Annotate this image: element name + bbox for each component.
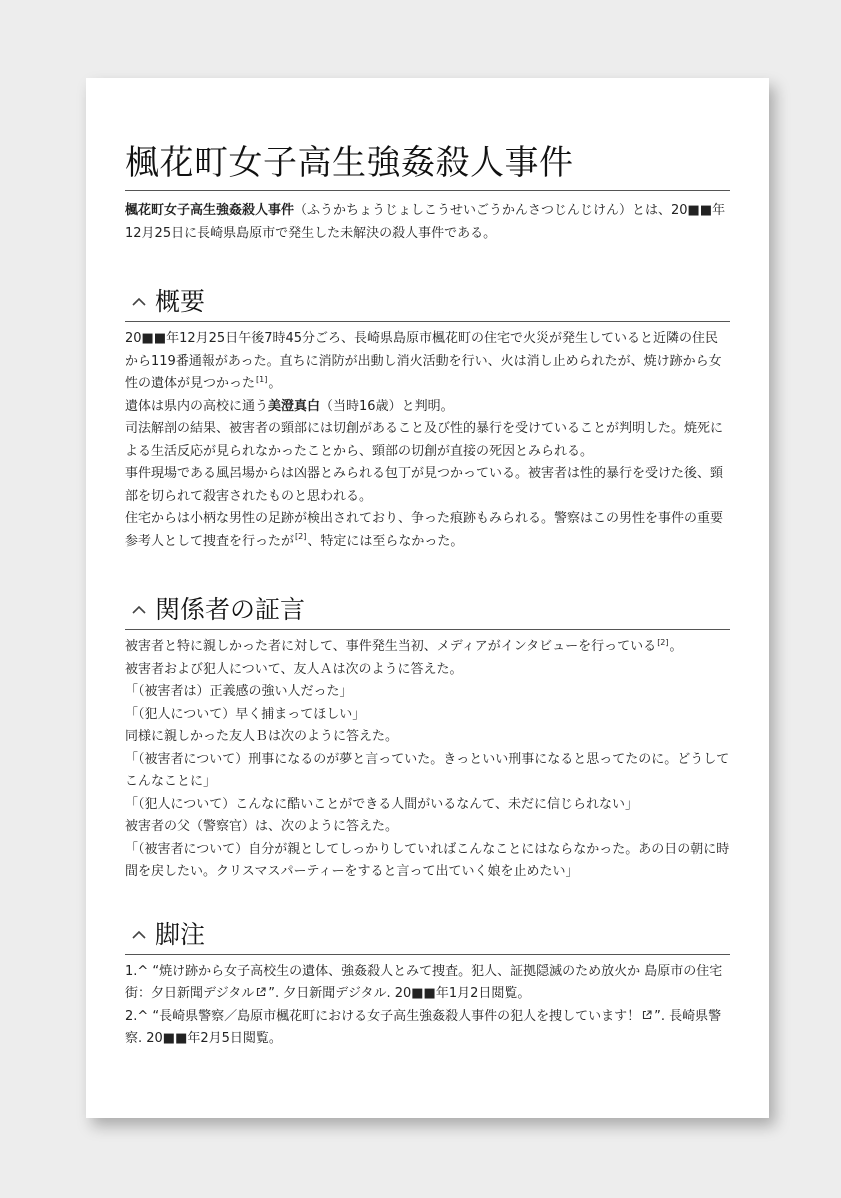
paragraph-text: 遺体は県内の高校に通う	[125, 398, 269, 414]
paragraph: 司法解剖の結果、被害者の頸部には切創があること及び性的暴行を受けていることが判明した。焼死による生活反応が見られなかったことから、頸部の切創が直接の死因とみられる。	[125, 421, 724, 459]
testimony-line: 被害者および犯人について、友人Ａは次のように答えた。	[125, 661, 463, 677]
footnote-text: 1.^ “焼け跡から女子高校生の遺体、強姦殺人とみて捜査。犯人、証拠隠滅のため放火か 島原市の住宅街：夕日新聞デジタル	[125, 963, 723, 1001]
external-link-icon	[256, 987, 266, 997]
chevron-up-icon[interactable]	[129, 925, 149, 945]
paragraph-text: （当時16歳）と判明。	[320, 398, 454, 414]
section-title: 関係者の証言	[155, 595, 306, 624]
lead-title-bold: 楓花町女子高生強姦殺人事件	[125, 203, 295, 218]
reference-link[interactable]: [2]	[657, 637, 669, 647]
chevron-up-icon[interactable]	[129, 292, 149, 312]
lead-paragraph	[125, 199, 730, 245]
testimony-line: 「（犯人について）こんなに酷いことができる人間がいるなんて、未だに信じられない」	[125, 796, 638, 812]
footnote-item[interactable]	[125, 1006, 730, 1051]
testimony-line: 被害者の父（警察官）は、次のように答えた。	[125, 819, 399, 834]
page-title: 楓花町女子高生強姦殺人事件	[125, 140, 730, 191]
testimony-body	[125, 636, 730, 884]
testimony-line: 同様に親しかった友人Ｂは次のように答えた。	[125, 729, 399, 744]
section-heading-testimony[interactable]	[125, 593, 730, 630]
overview-body	[125, 328, 730, 553]
paragraph	[125, 636, 730, 659]
footnote-item[interactable]	[125, 961, 730, 1006]
section-title: 概要	[155, 287, 206, 316]
section-footnotes	[125, 918, 730, 1051]
paragraph-text: 20■■年12月25日午後7時45分ごろ、長崎県島原市楓花町の住宅で火災が発生していると近隣の住民から119番通報があった。直ちに消防が出動し消火活動を行い、火は消し止められたが、焼け跡から女性の遺体が見つかった	[125, 331, 722, 391]
paragraph-text: 住宅からは小柄な男性の足跡が検出されており、争った痕跡もみられる。警察はこの男性を事件の重要参考人として捜査を行ったが	[125, 511, 724, 549]
testimony-line: 「（被害者について）自分が親としてしっかりしていればこんなことにはならなかった。あの日の朝に時間を戻したい。クリスマスパーティーをすると言って出ていく娘を止めたい」	[125, 841, 730, 879]
external-link-icon	[642, 1010, 652, 1020]
paragraph	[125, 328, 730, 396]
footnotes-body	[125, 961, 730, 1051]
victim-name: 美澄真白	[268, 398, 321, 414]
testimony-line: 「（被害者は）正義感の強い人だった」	[125, 684, 353, 699]
paragraph	[125, 508, 730, 553]
lead-text: （ふうかちょうじょしこうせいごうかんさつじんじけん）とは、20■■年12月25日に長崎県島原市で発生した未解決の殺人事件である。	[125, 203, 726, 241]
testimony-line: 「（被害者について）刑事になるのが夢と言っていた。きっといい刑事になると思ってたのに。どうしてこんなことに」	[125, 751, 730, 789]
paragraph-text: 。	[268, 376, 282, 391]
footnote-text: ”. 長崎県警察. 20■■年2月5日閲覧。	[125, 1008, 722, 1046]
section-title: 脚注	[155, 919, 206, 949]
section-heading-footnotes[interactable]	[125, 918, 730, 955]
paragraph-text: 被害者と特に親しかった者に対して、事件発生当初、メディアがインタビューを行っている	[125, 639, 657, 654]
section-testimony	[125, 593, 730, 884]
reference-link[interactable]: [1]	[256, 374, 268, 384]
reference-link[interactable]: [2]	[295, 532, 307, 542]
paragraph: 事件現場である風呂場からは凶器とみられる包丁が見つかっている。被害者は性的暴行を受けた後、頸部を切られて殺害されたものと思われる。	[125, 466, 724, 504]
section-overview	[125, 285, 730, 553]
footnote-text: 2.^ “長崎県警察／島原市楓花町における女子高生強姦殺人事件の犯人を捜しています！	[125, 1008, 641, 1024]
paragraph-text: 。	[669, 639, 683, 654]
paragraph-text: 、特定には至らなかった。	[307, 533, 464, 549]
paragraph	[125, 396, 730, 419]
testimony-line: 「（犯人について）早く捕まってほしい」	[125, 706, 366, 722]
section-heading-overview[interactable]	[125, 285, 730, 322]
article-page	[86, 78, 769, 1118]
chevron-up-icon[interactable]	[129, 600, 149, 620]
footnote-text: ”. 夕日新聞デジタル. 20■■年1月2日閲覧。	[268, 986, 531, 1001]
